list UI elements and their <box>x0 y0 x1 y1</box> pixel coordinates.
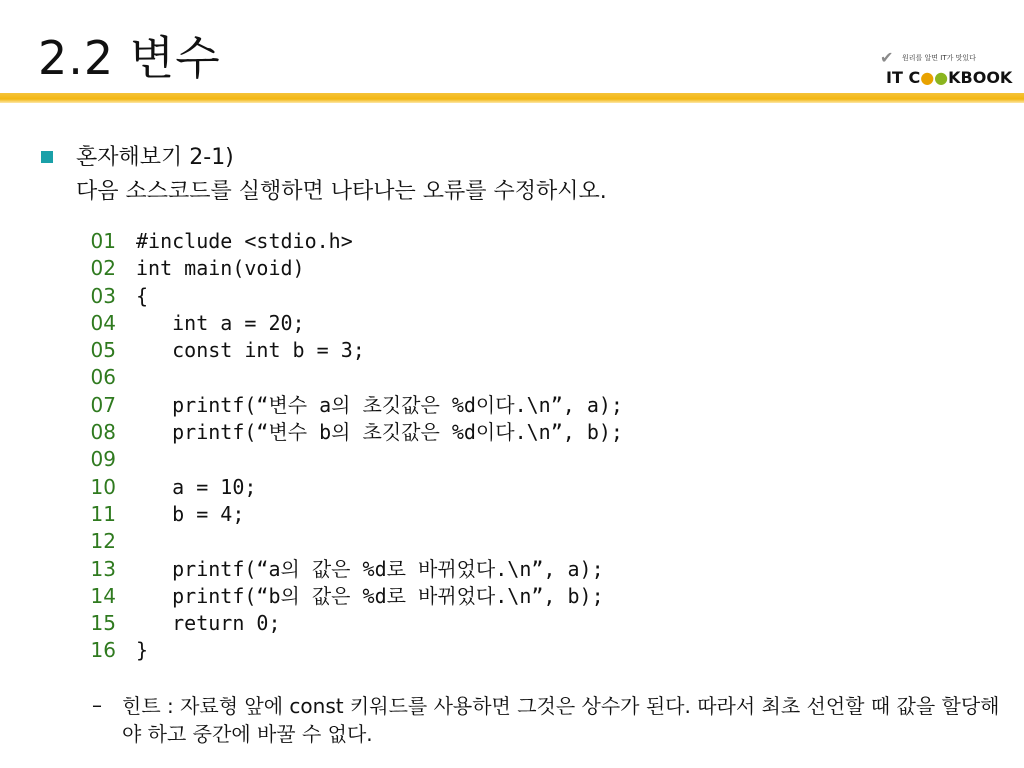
code-line <box>86 446 623 473</box>
hint-bullet: – <box>92 693 102 717</box>
line-number: 13 <box>90 556 116 581</box>
code-line <box>86 310 623 337</box>
code-line <box>86 337 623 364</box>
logo-wordmark: IT C●●KBOOK <box>886 68 1013 87</box>
exercise-heading: 혼자해보기 2-1) <box>76 145 234 170</box>
it-cookbook-logo <box>880 48 1013 90</box>
code-text: int main(void) <box>136 256 305 281</box>
code-text: } <box>136 638 149 663</box>
code-line <box>86 283 623 310</box>
line-number: 07 <box>90 392 116 417</box>
code-text: { <box>136 283 149 308</box>
code-text: const int b = 3; <box>136 338 365 363</box>
line-number: 06 <box>90 365 116 390</box>
line-number: 15 <box>90 611 116 636</box>
code-line <box>86 364 623 391</box>
code-text: int a = 20; <box>136 310 305 335</box>
code-text: a = 10; <box>136 474 257 499</box>
line-number: 11 <box>90 501 116 526</box>
code-line <box>86 528 623 555</box>
code-line <box>86 419 623 446</box>
code-text: b = 4; <box>136 501 245 526</box>
line-number: 10 <box>90 474 116 499</box>
hint-text: 힌트 : 자료형 앞에 const 키워드를 사용하면 그것은 상수가 된다. 따라서 최초 선언할 때 값을 할당해야 하고 중간에 바꿀 수 없다. <box>122 694 1000 746</box>
line-number: 08 <box>90 420 116 445</box>
header-accent-bar <box>0 93 1024 103</box>
line-number: 09 <box>90 447 116 472</box>
code-line <box>86 255 623 282</box>
code-text: #include <stdio.h> <box>136 229 353 253</box>
line-number: 02 <box>90 256 116 281</box>
code-line <box>86 501 623 528</box>
code-line <box>86 610 623 637</box>
line-number: 05 <box>90 338 116 363</box>
code-listing <box>86 228 623 665</box>
code-line <box>86 228 623 255</box>
line-number: 04 <box>90 310 116 335</box>
code-text: printf(“a의 값은 %d로 바뀌었다.\n”, a); <box>136 556 604 581</box>
line-number: 01 <box>90 229 116 253</box>
code-text: printf(“변수 a의 초깃값은 %d이다.\n”, a); <box>136 392 623 417</box>
line-number: 16 <box>90 638 116 663</box>
checkmark-icon: ✔ <box>880 48 894 67</box>
exercise-instruction: 다음 소스코드를 실행하면 나타나는 오류를 수정하시오. <box>76 179 607 204</box>
code-line <box>86 392 623 419</box>
line-number: 12 <box>90 529 116 554</box>
line-number: 14 <box>90 583 116 608</box>
line-number: 03 <box>90 283 116 308</box>
code-text: printf(“변수 b의 초깃값은 %d이다.\n”, b); <box>136 420 623 445</box>
code-text: return 0; <box>136 611 281 636</box>
logo-tagline: 원리를 알면 IT가 맛있다 <box>902 54 976 62</box>
code-line <box>86 556 623 583</box>
code-line <box>86 474 623 501</box>
slide-title: 2.2 변수 <box>38 31 221 85</box>
code-line <box>86 637 623 664</box>
bullet-square-icon <box>41 151 53 163</box>
code-text: printf(“b의 값은 %d로 바뀌었다.\n”, b); <box>136 583 604 608</box>
code-line <box>86 583 623 610</box>
